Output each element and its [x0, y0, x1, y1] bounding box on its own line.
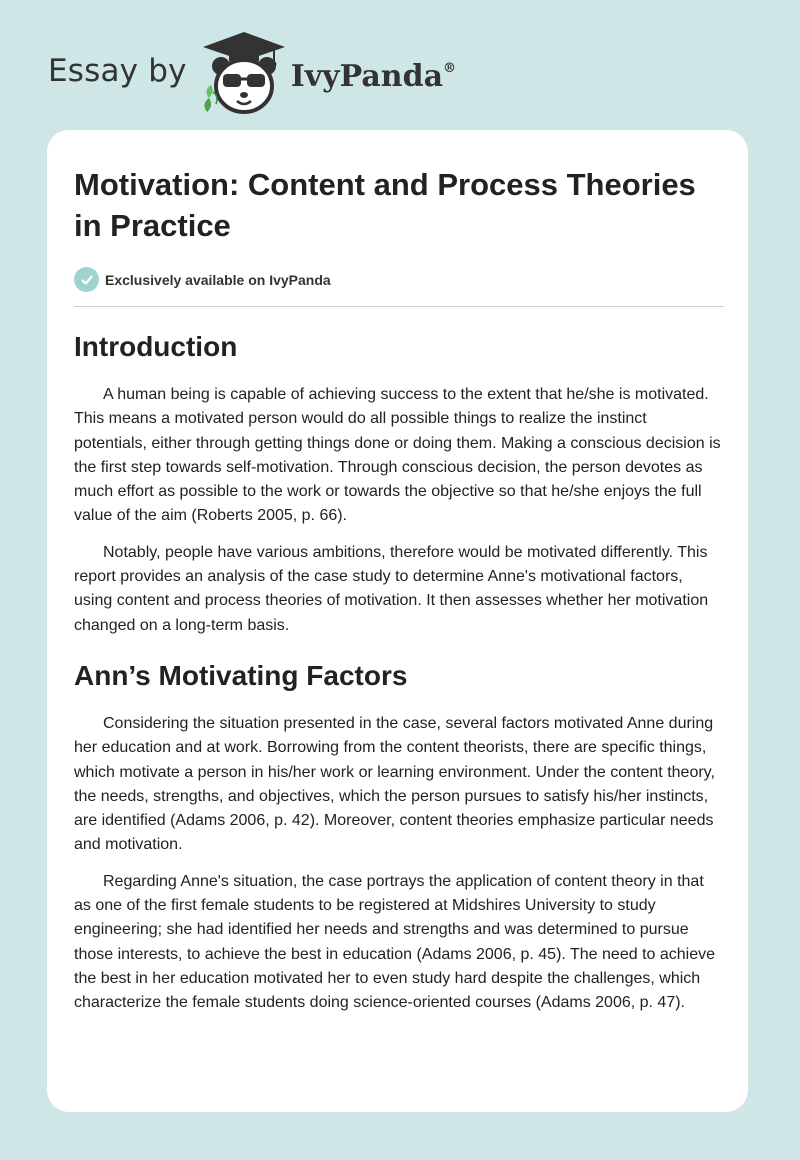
section-heading-introduction: Introduction	[74, 331, 238, 362]
ivypanda-brand[interactable]	[291, 59, 456, 94]
brand-name: IvyPanda	[290, 58, 444, 94]
essay-card	[47, 130, 748, 1112]
checkmark-icon	[74, 267, 99, 292]
registered-mark: ®	[443, 60, 457, 76]
essay-by-label: Essay by	[48, 53, 187, 89]
page-title: Motivation: Content and Process Theories in Practice	[74, 167, 696, 243]
section-heading-motivating-factors: Ann’s Motivating Factors	[74, 659, 408, 691]
essay-content	[74, 164, 724, 1016]
paragraph: A human being is capable of achieving success to the extent that he/she is motivated. This means a motivated person would do all possible things to realize the instinct potentials, either through getting things done or doing them. Making a conscious decision is the first step towards self-motivation. Through conscious decision, the person devotes as much effort as possible to the work or towards the objective so that he/she enjoys the full value of the aim (Roberts 2005, p. 66).	[74, 386, 721, 525]
divider	[74, 306, 724, 307]
paragraph: Regarding Anne's situation, the case portrays the application of content theory in that as one of the first female students to be registered at Midshires University to study engineering; she had identified her needs and strengths and was determined to pursue those interests, to achieve the best in education (Adams 2006, p. 45). The need to achieve the best in her education motivated her to even study hard despite the challenges, which characterize the female students doing science-oriented courses (Adams 2006, p. 47).	[74, 872, 715, 1012]
exclusive-badge	[74, 267, 724, 292]
paragraph: Notably, people have various ambitions, therefore would be motivated differently. This report provides an analysis of the case study to determine Anne's motivational factors, using content and process theories of motivation. It then assesses whether her motivation changed on a long-term basis.	[74, 543, 709, 634]
paragraph: Considering the situation presented in the case, several factors motivated Anne during her education and at work. Borrowing from the content theorists, there are specific things, which motivate a person in his/her work or learning environment. Under the content theory, the needs, strengths, and objectives, which the person pursues to satisfy his/her instincts, are identified (Adams 2006, p. 42). Moreover, content theories emphasize particular needs and motivation.	[74, 714, 715, 854]
site-header	[48, 30, 608, 116]
exclusive-label: Exclusively available on IvyPanda	[105, 271, 331, 288]
ivypanda-logo-icon[interactable]	[199, 30, 289, 116]
